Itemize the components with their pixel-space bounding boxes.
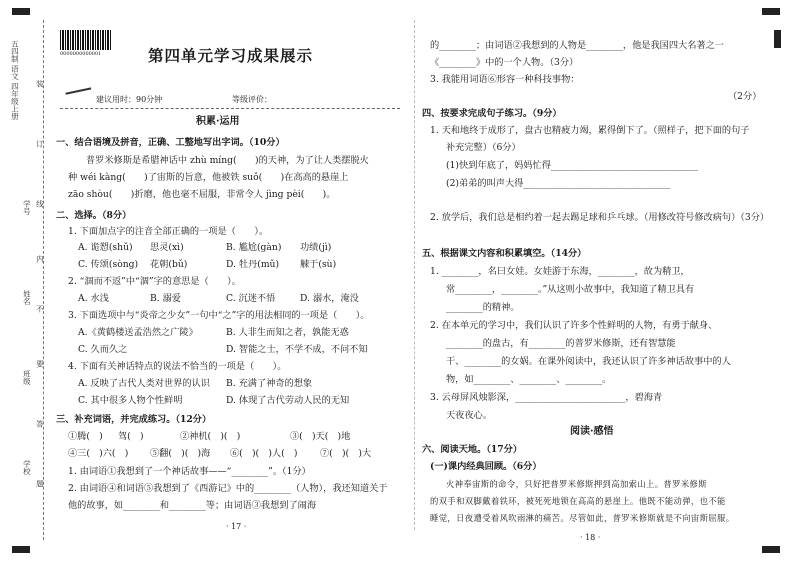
s2-q1: 1. 下面加点字的注音全部正确的一项是（ ）。 bbox=[68, 226, 269, 237]
s2-q2-option: A. 水浅 bbox=[78, 293, 109, 304]
s1-line: 普罗米修斯是希腊神话中 zhù míng( )的天神，为了让人类摆脱火 bbox=[86, 155, 369, 166]
part-heading-accumulate: 积累·运用 bbox=[196, 116, 240, 127]
binding-margin bbox=[0, 0, 44, 561]
s2-q2: 2. “涸而不返”中“涸”字的意思是（ ）。 bbox=[68, 276, 241, 287]
seal-char: 装 bbox=[35, 80, 45, 88]
grade-evaluation: 等级评价： bbox=[232, 95, 272, 104]
registration-mark bbox=[762, 546, 780, 553]
id-label: 学号 bbox=[22, 200, 32, 215]
s2-q3-option: C. 久而久之 bbox=[78, 344, 128, 355]
reading-passage-line: 的双手和双脚戴着铁环，被死死地锁在高高的悬崖上。他既不能动弹，也不能 bbox=[430, 496, 726, 506]
s2-q4: 4. 下面有关神话特点的说法不恰当的一项是（ ）。 bbox=[68, 361, 287, 372]
suggested-time: 建议用时：90分钟 bbox=[96, 95, 163, 104]
page-fold bbox=[414, 20, 415, 530]
s2-q3-option: A.《黄鹤楼送孟浩然之广陵》 bbox=[78, 327, 198, 338]
seal-char: 线 bbox=[35, 200, 45, 208]
cut-line bbox=[43, 20, 44, 540]
barcode bbox=[60, 30, 112, 50]
s4-q1-item: (1)快到年底了，妈妈忙得________________________________ bbox=[446, 160, 698, 171]
s2-q2-option: C. 沉迷不悟 bbox=[226, 293, 276, 304]
s2-q2-option: D. 溺水，淹没 bbox=[300, 293, 359, 304]
class-label: 班级 bbox=[22, 370, 32, 385]
s3-word: ③( )天( )地 bbox=[290, 431, 351, 442]
s1-line: 种 wéi kàng( )了宙斯的旨意，他被铁 suǒ( )在高高的悬崖上 bbox=[68, 172, 349, 183]
s5-q1: ________的精神。 bbox=[446, 302, 520, 313]
section-2-heading: 二、选择。（8分） bbox=[56, 210, 132, 221]
s5-q1: 常________，________。”从这则小故事中，我知道了精卫具有 bbox=[446, 284, 695, 295]
s2-q1-option: 思灵(xì) bbox=[150, 242, 184, 253]
s2-q3-option: B. 人非生而知之者，孰能无惑 bbox=[226, 327, 349, 338]
s3-word: ⑥( )( )人( ) bbox=[230, 448, 298, 459]
s2-q1-option: 功绩(jì) bbox=[300, 242, 332, 253]
s2-q1-option: C. 传颂(sòng) bbox=[78, 259, 139, 270]
s5-q2: 干、________的女娲。在课外阅读中，我还认识了许多神话故事中的人 bbox=[446, 356, 731, 367]
reading-passage-line: 睡觉，日夜遭受着风吹雨淋的痛苦。尽管如此，普罗米修斯就是不向宙斯屈服。 bbox=[430, 513, 735, 523]
section-1-heading: 一、结合语境及拼音，正确、工整地写出字词。（10分） bbox=[56, 137, 285, 148]
seal-char: 题 bbox=[35, 480, 45, 488]
seal-char: 订 bbox=[35, 140, 45, 148]
s3-word: ①腾( ) bbox=[68, 431, 103, 442]
s2-q3: 3. 下面选项中与“炎帝之少女”一句中“之”字的用法相同的一项是（ ）。 bbox=[68, 310, 370, 321]
s2-q3-option: D. 智能之士，不学不成，不问不知 bbox=[226, 344, 368, 355]
barcode-number: 0000000000001 bbox=[60, 51, 102, 57]
seal-char: 不 bbox=[35, 305, 45, 313]
s2-q4-option: B. 充满了神奇的想象 bbox=[226, 378, 313, 389]
s6-subheading: (一)课内经典回顾。（6分） bbox=[430, 461, 542, 472]
page-number-right: · 18 · bbox=[580, 533, 601, 542]
s1-line: zāo shòu( )折磨，他也毫不屈服，非常令人 jìng pèi( )。 bbox=[68, 189, 336, 200]
s3-q2: 2. 由词语④和词语⑤我想到了《西游记》中的________（人物），我还知道关于 bbox=[68, 483, 388, 494]
s2-q1-option: 花朝(bǔ) bbox=[150, 259, 188, 270]
binding-subject: 五四制 语文 四年级上册 bbox=[10, 40, 20, 120]
s2-q4-option: D. 体现了古代劳动人民的无知 bbox=[226, 395, 350, 406]
seal-char: 要 bbox=[35, 360, 45, 368]
s3-q2-cont: 他的故事，如________和________等；由词语③我想到了闹海 bbox=[68, 500, 317, 511]
part-heading-reading: 阅读·感悟 bbox=[570, 426, 614, 437]
s5-q2: 2. 在本单元的学习中，我们认识了许多个性鲜明的人物，有勇于献身、 bbox=[430, 320, 718, 331]
school-label: 学校 bbox=[22, 460, 32, 475]
s2-q2-option: B. 溺爱 bbox=[150, 293, 181, 304]
seal-char: 答 bbox=[35, 420, 45, 428]
s5-q2: ________的盘古，有________的普罗米修斯，还有智慧能 bbox=[446, 338, 676, 349]
s4-q1: 补充完整）（6分） bbox=[446, 142, 521, 153]
s5-q3: 3. 云母屏风烛影深，________________________，碧海青 bbox=[430, 392, 663, 403]
s2-q1-option: D. 牡丹(mǔ) bbox=[226, 259, 280, 270]
s2-q4-option: A. 反映了古代人类对世界的认识 bbox=[78, 378, 210, 389]
s3-word: ⑤翻( )( )海 bbox=[150, 448, 211, 459]
s2-q1-option: A. 诡愬(shǔ) bbox=[78, 242, 133, 253]
s3-word: 驾( ) bbox=[118, 431, 144, 442]
name-label: 姓名 bbox=[22, 290, 32, 305]
seal-char: 内 bbox=[35, 255, 45, 263]
s2-q1-option: B. 尴尬(gàn) bbox=[226, 242, 282, 253]
registration-mark bbox=[762, 8, 780, 15]
section-5-heading: 五、根据课文内容和积累填空。（14分） bbox=[422, 248, 587, 259]
s2-q1-option: 觫于(sù) bbox=[300, 259, 337, 270]
reading-passage-line: 火神奉宙斯的命令，只好把普罗米修斯押到高加索山上。普罗米修斯 bbox=[446, 479, 707, 489]
pen-icon bbox=[65, 87, 92, 100]
s5-q2: 物，如________、________、________。 bbox=[446, 374, 612, 385]
s5-q3: 天夜夜心。 bbox=[446, 410, 492, 421]
s5-q1: 1. ________，名曰女娃。女娃游于东海，________，故为精卫， bbox=[430, 266, 690, 277]
r-line: 的________；由词语②我想到的人物是________，他是我国四大名著之一 bbox=[430, 40, 724, 51]
s3-word: ②神机( )( ) bbox=[180, 431, 241, 442]
r-score: （2分） bbox=[728, 91, 762, 102]
page-title: 第四单元学习成果展示 bbox=[148, 46, 314, 65]
s3-word: ⑦( )( )大 bbox=[320, 448, 372, 459]
s4-q1: 1. 天和地终于成形了，盘古也精疲力竭，累得倒下了。（照样子，把下面的句子 bbox=[430, 125, 750, 136]
s4-q2: 2. 放学后，我们总是相约着一起去踢足球和乒乓球。（用修改符号修改病句）（3分） bbox=[430, 212, 770, 223]
header-rule bbox=[60, 108, 400, 109]
section-3-heading: 三、补充词语，并完成练习。（12分） bbox=[56, 414, 212, 425]
s2-q4-option: C. 其中很多人物个性鲜明 bbox=[78, 395, 183, 406]
page-number-left: · 17 · bbox=[226, 522, 247, 531]
s4-q1-item: (2)弟弟的叫声大得________________________________ bbox=[446, 178, 671, 189]
r-q3: 3. 我能用词语⑥形容一种科技事物： bbox=[430, 74, 580, 85]
s3-q1: 1. 由词语①我想到了一个神话故事——“________”。（1分） bbox=[68, 466, 311, 477]
s3-word: ④三( )六( ) bbox=[68, 448, 129, 459]
section-4-heading: 四、按要求完成句子练习。（9分） bbox=[422, 108, 562, 119]
section-6-heading: 六、阅读天地。（17分） bbox=[422, 444, 523, 455]
r-line: 《________》中的一个人物。（3分） bbox=[430, 57, 579, 68]
registration-mark bbox=[774, 30, 781, 48]
